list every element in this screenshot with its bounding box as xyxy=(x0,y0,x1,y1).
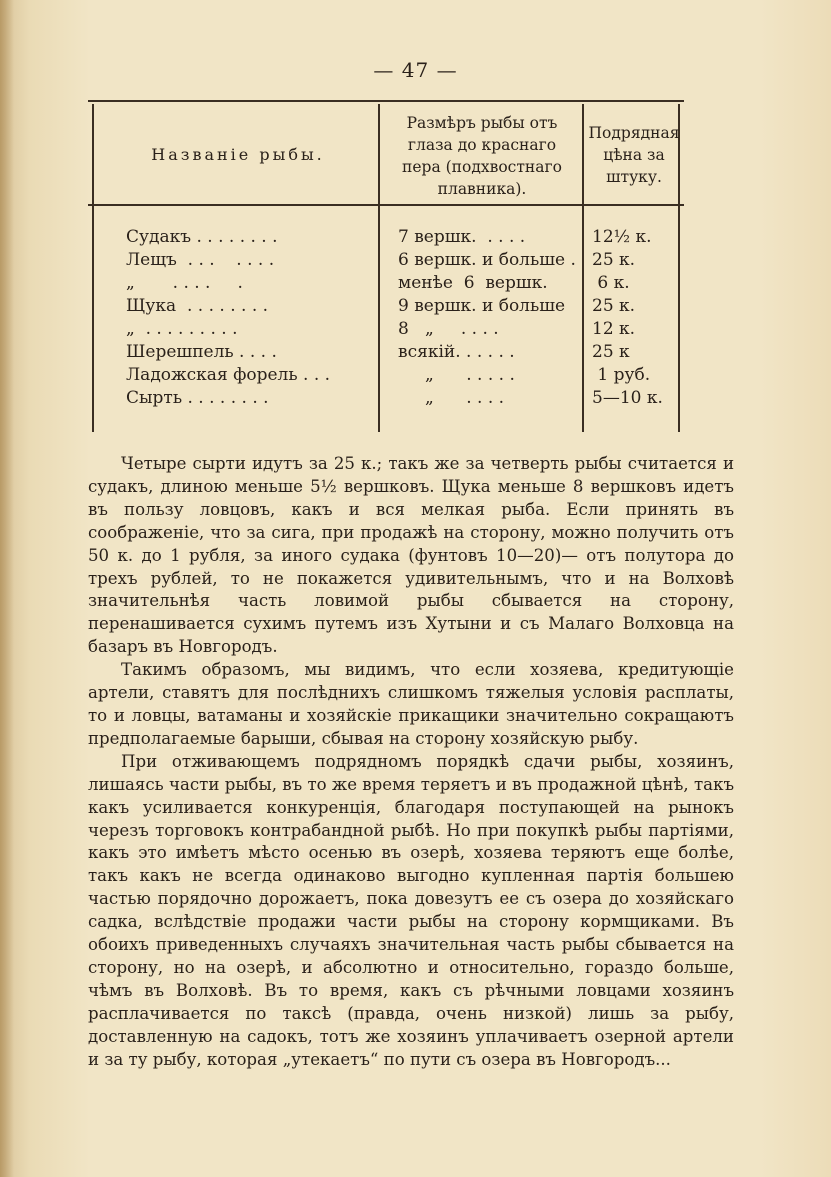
table-row xyxy=(88,318,684,341)
fish-size: „ . . . . . xyxy=(398,365,515,385)
header-price-line: штуку. xyxy=(606,168,662,186)
paragraph: При отживающемъ подрядномъ порядкѣ сдачи рыбы, хозяинъ, лишаясь части рыбы, въ то же время теряетъ и въ продажной цѣнѣ, такъ какъ усиливается конкуренція, благодаря поступающей на рынокъ черезъ торговокъ контрабандной рыбѣ. Но при покупкѣ рыбы партіями, какъ это имѣетъ мѣсто осенью въ озерѣ, хозяева теряютъ еще болѣе, такъ какъ не всегда одинаково выгодно купленная партія большею частью порядочно дорожаетъ, пока довезутъ ее съ озера до хозяйскаго садка, вслѣдствіе продажи части рыбы на сторону кормщиками. Въ обоихъ приведенныхъ случаяхъ значительная часть рыбы сбывается на сторону, но на озерѣ, и абсолютно и относительно, гораздо больше, чѣмъ въ Волховѣ. Въ то время, какъ съ рѣчными ловцами хозяинъ расплачивается по таксѣ (правда, очень низкой) лишь за рыбу, доставленную на садокъ, тотъ же хозяинъ уплачиваетъ озерной артели и за ту рыбу, которая „утекаетъ“ по пути съ озера въ Новгородъ... xyxy=(88,751,734,1069)
header-size-line: глаза до краснаго xyxy=(407,136,557,154)
table-row xyxy=(88,249,684,272)
fish-price: 25 к xyxy=(592,342,630,362)
table-header-rule xyxy=(88,204,684,206)
fish-name: „ . . . . . xyxy=(126,273,243,293)
header-price-line: Подрядная xyxy=(588,124,680,142)
fish-name: Судакъ . . . . . . . . xyxy=(126,227,278,247)
page-binding-edge xyxy=(0,0,14,1177)
fish-price: 12 к. xyxy=(592,319,636,339)
header-fish-size xyxy=(384,112,580,200)
fish-price-table xyxy=(88,100,684,432)
header-fish-name: Названіе рыбы. xyxy=(151,145,325,164)
header-price xyxy=(584,122,684,188)
table-body xyxy=(88,226,684,410)
table-row xyxy=(88,387,684,410)
table-row xyxy=(88,364,684,387)
paragraph: Четыре сырти идутъ за 25 к.; такъ же за четверть рыбы считается и судакъ, длиною меньше 5½ вершковъ. Щука меньше 8 вершковъ идетъ въ пользу ловцовъ, какъ и вся мелкая рыба. Если принять въ соображеніе, что за сига, при продажѣ на сторону, можно получить отъ 50 к. до 1 рубля, за иного судака (фунтовъ 10—20)— отъ полутора до трехъ рублей, то не покажется удивительнымъ, что и на Волховѣ значительнѣя часть ловимой рыбы сбывается на сторону, перенашивается сухимъ путемъ изъ Хутыни и съ Малаго Волховца на базаръ въ Новгородъ. xyxy=(88,454,734,657)
body-text xyxy=(88,453,734,1071)
fish-price: 5—10 к. xyxy=(592,388,663,408)
fish-price: 12½ к. xyxy=(592,227,652,247)
fish-name: „ . . . . . . . . . xyxy=(126,319,238,339)
fish-name: Сырть . . . . . . . . xyxy=(126,388,269,408)
table-row xyxy=(88,272,684,295)
fish-price: 1 руб. xyxy=(592,365,651,385)
fish-price: 25 к. xyxy=(592,296,636,316)
fish-size: 8 „ . . . . xyxy=(398,319,499,339)
fish-price: 25 к. xyxy=(592,250,636,270)
paragraph: Такимъ образомъ, мы видимъ, что если хозяева, кредитующіе артели, ставятъ для послѣднихъ слишкомъ тяжелыя условія расплаты, то и ловцы, ватаманы и хозяйскіе прикащики значительно сокращаютъ предполагаемые барыши, сбывая на сторону хозяйскую рыбу. xyxy=(88,660,734,748)
fish-size: всякій. . . . . . xyxy=(398,342,515,362)
fish-name: Ладожская форель . . . xyxy=(126,365,331,385)
header-size-line: Размѣръ рыбы отъ xyxy=(406,114,558,132)
header-size-line: пера (подхвостнаго xyxy=(402,158,562,176)
fish-size: 9 вершк. и больше xyxy=(398,296,566,316)
header-size-line: плавника). xyxy=(437,180,527,198)
table-row xyxy=(88,341,684,364)
table-row xyxy=(88,226,684,249)
fish-size: 6 вершк. и больше . xyxy=(398,250,576,270)
fish-size: менѣе 6 вершк. xyxy=(398,273,548,293)
fish-size: 7 вершк. . . . . xyxy=(398,227,526,247)
fish-price: 6 к. xyxy=(592,273,630,293)
fish-name: Шерешпель . . . . xyxy=(126,342,277,362)
page-number: — 47 — xyxy=(373,58,458,82)
fish-name: Щука . . . . . . . . xyxy=(126,296,269,316)
fish-size: „ . . . . xyxy=(398,388,505,408)
header-price-line: цѣна за xyxy=(603,146,665,164)
fish-name: Лещъ . . . . . . . xyxy=(126,250,275,270)
table-row xyxy=(88,295,684,318)
